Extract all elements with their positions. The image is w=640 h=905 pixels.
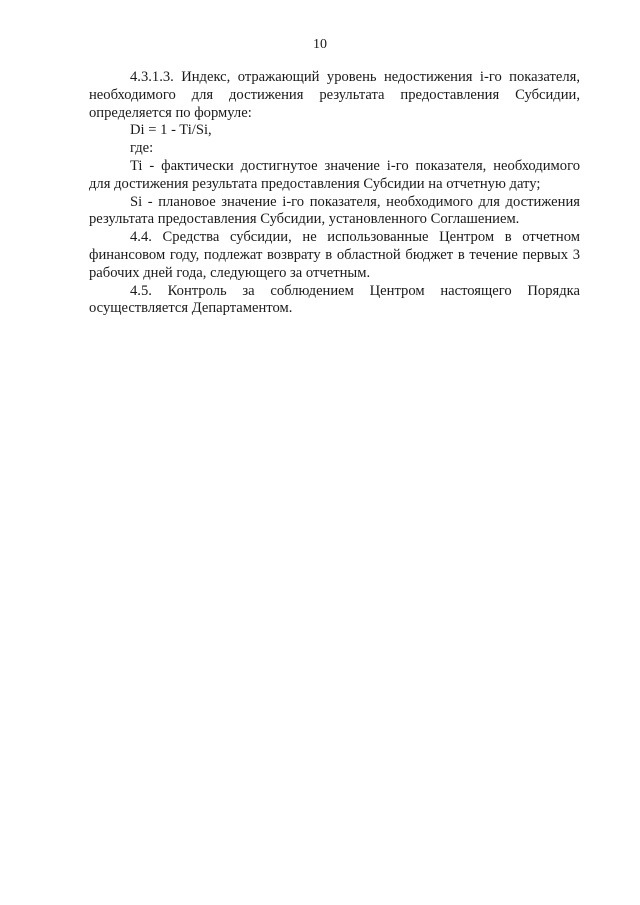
paragraph-4-3-1-3: 4.3.1.3. Индекс, отражающий уровень недостижения i-го показателя, необходимого для достижения результата предоставления Субсидии, определяется по формуле: [89,69,580,121]
formula-where-label: где: [130,140,154,157]
paragraph-4-5: 4.5. Контроль за соблюдением Центром настоящего Порядка осуществляется Департаментом. [89,282,580,317]
paragraph-4-4: 4.4. Средства субсидии, не использованные Центром в отчетном финансовом году, подлежат возврату в областной бюджет в течение первых 3 рабочих дней года, следующего за отчетным. [89,229,580,281]
document-body [89,69,580,318]
definition-si: Si - плановое значение i-го показателя, необходимого для достижения результата предоставления Субсидии, установленного Соглашением. [89,193,580,228]
formula-di: Di = 1 - Ti/Si, [130,122,212,139]
page-number: 10 [313,37,327,52]
definition-ti: Ti - фактически достигнутое значение i-го показателя, необходимого для достижения результата предоставления Субсидии на отчетную дату; [89,157,580,192]
